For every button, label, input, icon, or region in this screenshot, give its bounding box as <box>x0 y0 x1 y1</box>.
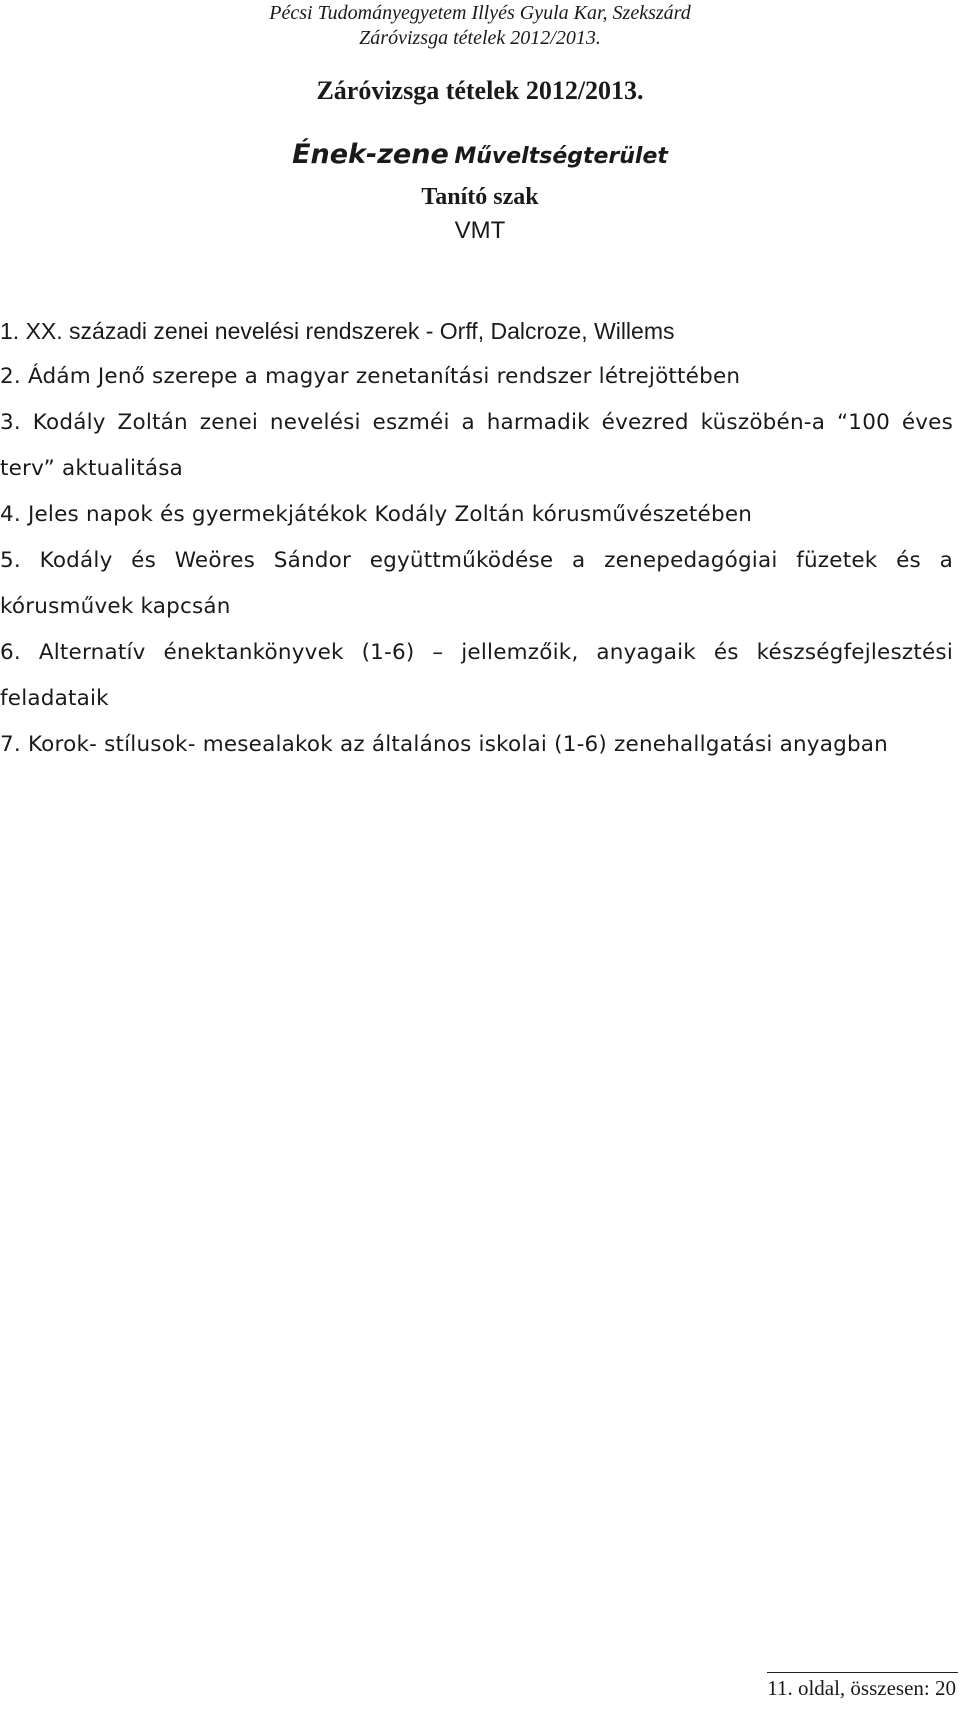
program-name: Tanító szak <box>421 184 539 210</box>
topic-item-5: 5. Kodály és Weöres Sándor együttműködése a zenepedagógiai füzetek és a kórusművek kapcsán <box>0 548 953 619</box>
subject-heading <box>0 138 960 175</box>
topic-item-1: 1. XX. századi zenei nevelési rendszerek - Orff, Dalcroze, Willems <box>0 318 675 344</box>
subject-sub: Műveltségterület <box>454 144 668 169</box>
subject-main: Ének-zene <box>292 139 449 170</box>
page-footer: 11. oldal, összesen: 20 <box>767 1672 958 1701</box>
header-doc-subtitle: Záróvizsga tételek 2012/2013. <box>359 27 601 49</box>
header-institution: Pécsi Tudományegyetem Illyés Gyula Kar, Szekszárd <box>269 2 691 24</box>
topic-item-2: 2. Ádám Jenő szerepe a magyar zenetanítási rendszer létrejöttében <box>0 364 741 389</box>
topic-list <box>0 308 953 768</box>
document-title: Záróvizsga tételek 2012/2013. <box>316 76 644 105</box>
topic-item-7: 7. Korok- stílusok- mesealakok az általános iskolai (1-6) zenehallgatási anyagban <box>0 732 888 757</box>
running-header <box>0 0 960 51</box>
topic-item-4: 4. Jeles napok és gyermekjátékok Kodály Zoltán kórusművészetében <box>0 502 753 527</box>
topic-item-3: 3. Kodály Zoltán zenei nevelési eszméi a harmadik évezred küszöbén-a “100 éves terv” aktualitása <box>0 410 953 481</box>
topic-item-6: 6. Alternatív énektankönyvek (1-6) – jellemzőik, anyagaik és készségfejlesztési feladataik <box>0 640 953 711</box>
program-variant: VMT <box>454 217 506 244</box>
